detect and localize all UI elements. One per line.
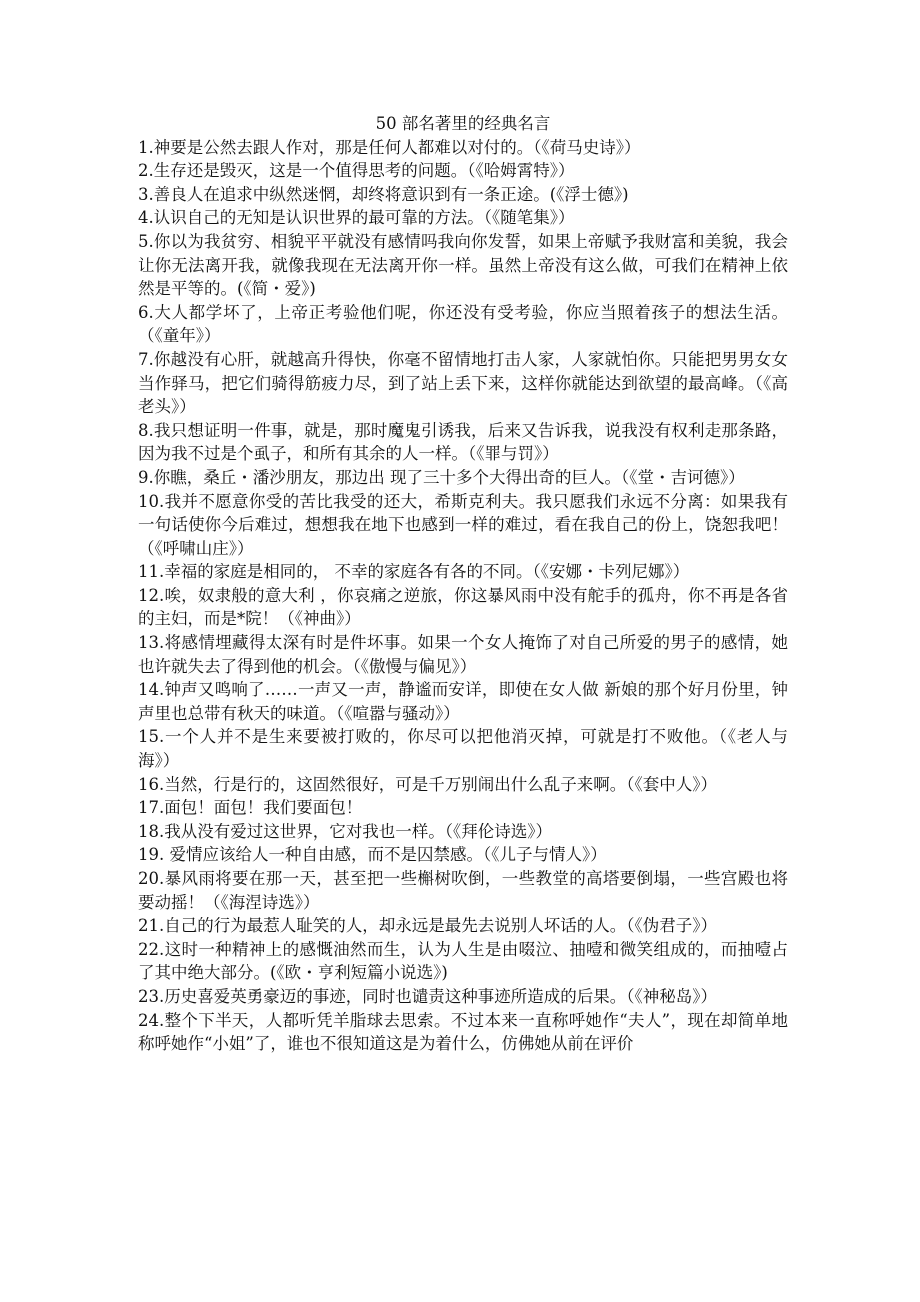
quote-13: 13.将感情埋藏得太深有时是件坏事。如果一个女人掩饰了对自己所爱的男子的感情，她也许就失去了得到他的机会。（《傲慢与偏见》） bbox=[138, 633, 788, 676]
quote-8: 8.我只想证明一件事，就是，那时魔鬼引诱我，后来又告诉我，说我没有权利走那条路，因为我不过是个虱子，和所有其余的人一样。（《罪与罚》） bbox=[138, 420, 788, 464]
quote-3: 3.善良人在追求中纵然迷惘，却终将意识到有一条正途。(《浮士德》) bbox=[138, 184, 629, 204]
quote-24: 24.整个下半天，人都听凭羊脂球去思索。不过本来一直称呼她作“夫人”，现在却简单地称呼她作“小姐”了，谁也不很知道这是为着什么，仿佛她从前在评价 bbox=[138, 1010, 788, 1054]
quote-18: 18.我从没有爱过这世界，它对我也一样。（《拜伦诗选》） bbox=[138, 821, 552, 841]
quote-5: 5.你以为我贫穷、相貌平平就没有感情吗我向你发誓，如果上帝赋予我财富和美貌，我会让你无法离开我，就像我现在无法离开你一样。虽然上帝没有这么做，可我们在精神上依然是平等的。(《简・爱》) bbox=[138, 231, 788, 299]
quote-10: 10.我并不愿意你受的苦比我受的还大，希斯克利夫。我只愿我们永远不分离：如果我有一句话使你今后难过，想想我在地下也感到一样的难过，看在我自己的份上，饶恕我吧！（《呼啸山庄》） bbox=[138, 491, 788, 558]
document-body bbox=[138, 112, 788, 1056]
quote-20: 20.暴风雨将要在那一天，甚至把一些槲树吹倒，一些教堂的高塔要倒塌，一些宫殿也将要动摇！（《海涅诗选》） bbox=[138, 869, 788, 912]
quote-2: 2.生存还是毁灭，这是一个值得思考的问题。（《哈姆霄特》） bbox=[138, 161, 575, 181]
document-title: 50 部名著里的经典名言 bbox=[375, 114, 551, 133]
quote-23: 23.历史喜爱英勇豪迈的事迹，同时也谴责这种事迹所造成的后果。（《神秘岛》） bbox=[138, 986, 717, 1006]
quote-22: 22.这时一种精神上的感慨油然而生，认为人生是由啜泣、抽噎和微笑组成的，而抽噎占了其中绝大部分。(《欧・亨利短篇小说选》) bbox=[138, 939, 788, 983]
quote-21: 21.自己的行为最惹人耻笑的人，却永远是最先去说别人坏话的人。（《伪君子》） bbox=[138, 916, 717, 936]
quote-4: 4.认识自己的无知是认识世界的最可靠的方法。（《随笔集》） bbox=[138, 208, 575, 228]
quote-16: 16.当然，行是行的，这固然很好，可是千万别闹出什么乱子来啊。（《套中人》） bbox=[138, 774, 717, 794]
quote-7: 7.你越没有心肝，就越高升得快，你毫不留情地打击人家，人家就怕你。只能把男男女女当作驿马，把它们骑得筋疲力尽，到了站上丢下来，这样你就能达到欲望的最高峰。（《高老头》） bbox=[138, 349, 788, 417]
quote-12: 12.唉，奴隶般的意大利 ，你哀痛之逆旅，你这暴风雨中没有舵手的孤舟，你不再是各省的主妇，而是*院！（《神曲》） bbox=[138, 585, 788, 629]
quote-9: 9.你瞧，桑丘・潘沙朋友，那边出 现了三十多个大得出奇的巨人。（《堂・吉诃德》） bbox=[138, 467, 745, 487]
quote-1: 1.神要是公然去跟人作对，那是任何人都难以对付的。（《荷马史诗》） bbox=[138, 137, 641, 157]
quote-14: 14.钟声又鸣响了……一声又一声，静谧而安详，即使在女人做 新娘的那个好月份里，钟声里也总带有秋天的味道。（《喧嚣与骚动》） bbox=[138, 680, 788, 723]
quote-17: 17.面包！面包！我们要面包！ bbox=[138, 798, 363, 818]
quote-11: 11.幸福的家庭是相同的， 不幸的家庭各有各的不同。（《安娜・卡列尼娜》） bbox=[138, 562, 690, 582]
quote-6: 6.大人都学坏了，上帝正考验他们呢，你还没有受考验，你应当照着孩子的想法生活。（《童年》） bbox=[138, 302, 788, 346]
quote-15: 15.一个人并不是生来要被打败的，你尽可以把他消灭掉，可就是打不败他。（《老人与海》） bbox=[138, 727, 788, 771]
quote-19: 19. 爱情应该给人一种自由感，而不是囚禁感。（《儿子与情人》） bbox=[138, 845, 607, 865]
